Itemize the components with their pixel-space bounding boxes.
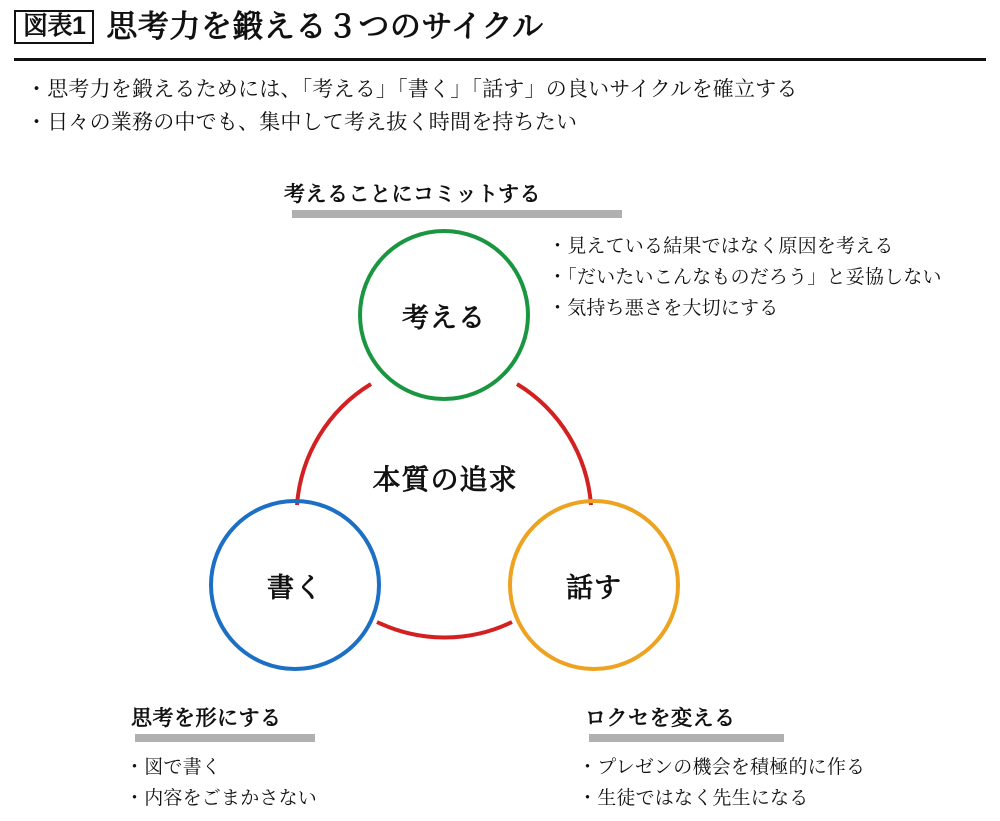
page-title: 思考力を鍛える３つのサイクル (106, 9, 544, 44)
cycle-node-speak[interactable] (508, 499, 680, 671)
section-bullet: ・「だいたいこんなものだろう」と妥協しない (548, 266, 942, 288)
lead-bullet-2: ・日々の業務の中でも、集中して考え抜く時間を持ちたい (26, 110, 578, 134)
section-bullets-write (125, 753, 317, 815)
section-bullet: ・気持ち悪さを大切にする (548, 297, 779, 319)
section-heading-speak (585, 702, 784, 742)
cycle-diagram (0, 160, 1000, 809)
section-bullets-speak (578, 753, 865, 815)
section-heading-write (131, 702, 315, 742)
cycle-node-write[interactable] (209, 499, 381, 671)
section-heading-speak-text: ロクセを変える (585, 707, 736, 730)
section-bullet: ・生徒ではなく先生になる (578, 787, 809, 809)
section-heading-speak-underline (589, 734, 784, 742)
figure-header (14, 10, 544, 44)
figure-number-badge: 図表1 (14, 10, 94, 44)
cycle-node-write-label: 書く (267, 572, 323, 603)
header-divider (14, 58, 986, 61)
section-heading-think-text: 考えることにコミットする (284, 183, 541, 206)
section-bullet: ・見えている結果ではなく原因を考える (548, 236, 894, 257)
cycle-center-label: 本質の追求 (372, 464, 518, 495)
section-bullet: ・内容をごまかさない (125, 787, 318, 809)
cycle-node-speak-label: 話す (566, 572, 622, 603)
arc-write-to-speak (377, 622, 512, 637)
lead-bullets (26, 74, 986, 139)
section-heading-think-underline (292, 210, 622, 218)
section-heading-write-text: 思考を形にする (131, 707, 282, 730)
section-bullet: ・プレゼンの機会を積極的に作る (578, 757, 866, 778)
cycle-node-think[interactable] (358, 229, 530, 401)
section-heading-think (284, 178, 622, 218)
lead-bullet-1: ・思考力を鍛えるためには、「考える」「書く」「話す」の良いサイクルを確立する (26, 78, 798, 101)
section-bullet: ・図で書く (125, 757, 222, 778)
cycle-node-think-label: 考える (402, 302, 486, 333)
section-heading-write-underline (135, 734, 315, 742)
section-bullets-think (548, 232, 942, 324)
